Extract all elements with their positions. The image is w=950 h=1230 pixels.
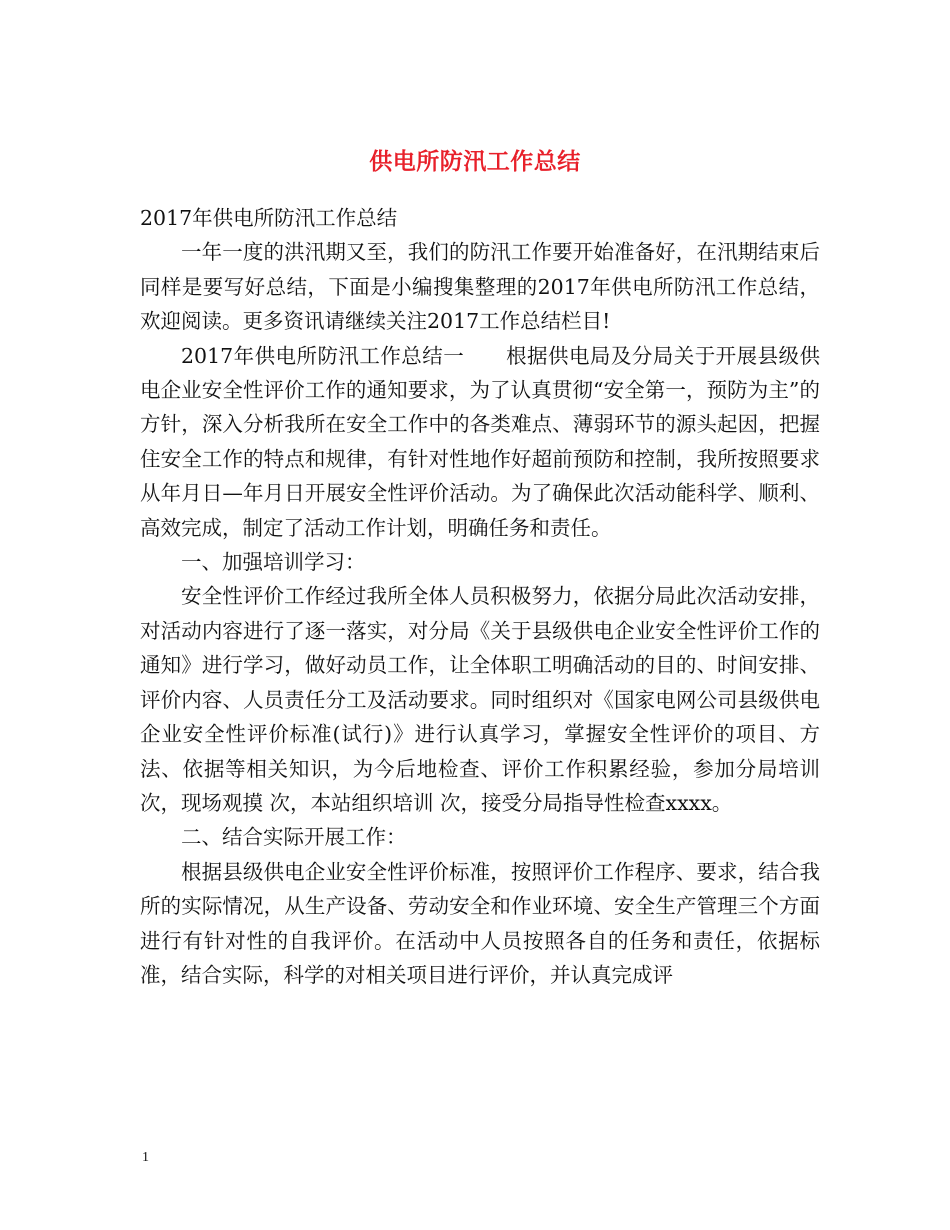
document-body <box>140 201 820 992</box>
page-title: 供电所防汛工作总结 <box>369 149 581 176</box>
page-number: 1 <box>142 1150 149 1165</box>
section-heading-practice: 二、结合实际开展工作： <box>181 825 407 850</box>
practice-paragraph: 根据县级供电企业安全性评价标准，按照评价工作程序、要求，结合我所的实际情况，从生产设备、劳动安全和作业环境、安全生产管理三个方面进行有针对性的自我评价。在活动中人员按照各自的任务和责任，依据标准，结合实际，科学的对相关项目进行评价，并认真完成评 <box>140 859 820 987</box>
training-paragraph: 安全性评价工作经过我所全体人员积极努力，依据分局此次活动安排，对活动内容进行了逐一落实，对分局《关于县级供电企业安全性评价工作的通知》进行学习，做好动员工作，让全体职工明确活动的目的、时间安排、评价内容、人员责任分工及活动要求。同时组织对《国家电网公司县级供电企业安全性评价标准(试行)》进行认真学习，掌握安全性评价的项目、方法、依据等相关知识，为今后地检查、评价工作积累经验，参加分局培训 次，现场观摸 次，本站组织培训 次，接受分局指导性检查xxxx。 <box>140 584 820 815</box>
section-heading-training: 一、加强培训学习： <box>181 550 366 575</box>
subtitle-paragraph: 2017年供电所防汛工作总结 <box>140 206 398 230</box>
intro-paragraph: 一年一度的洪汛期又至，我们的防汛工作要开始准备好，在汛期结束后同样是要写好总结，下面是小编搜集整理的2017年供电所防汛工作总结，欢迎阅读。更多资讯请继续关注2017工作总结栏目! <box>140 240 820 334</box>
summary-one-paragraph: 2017年供电所防汛工作总结一 根据供电局及分局关于开展县级供电企业安全性评价工作的通知要求，为了认真贯彻“安全第一，预防为主”的方针，深入分析我所在安全工作中的各类难点、薄弱环节的源头起因，把握住安全工作的特点和规律，有针对性地作好超前预防和控制，我所按照要求从年月日—年月日开展安全性评价活动。为了确保此次活动能科学、顺利、高效完成，制定了活动工作计划，明确任务和责任。 <box>140 343 820 540</box>
